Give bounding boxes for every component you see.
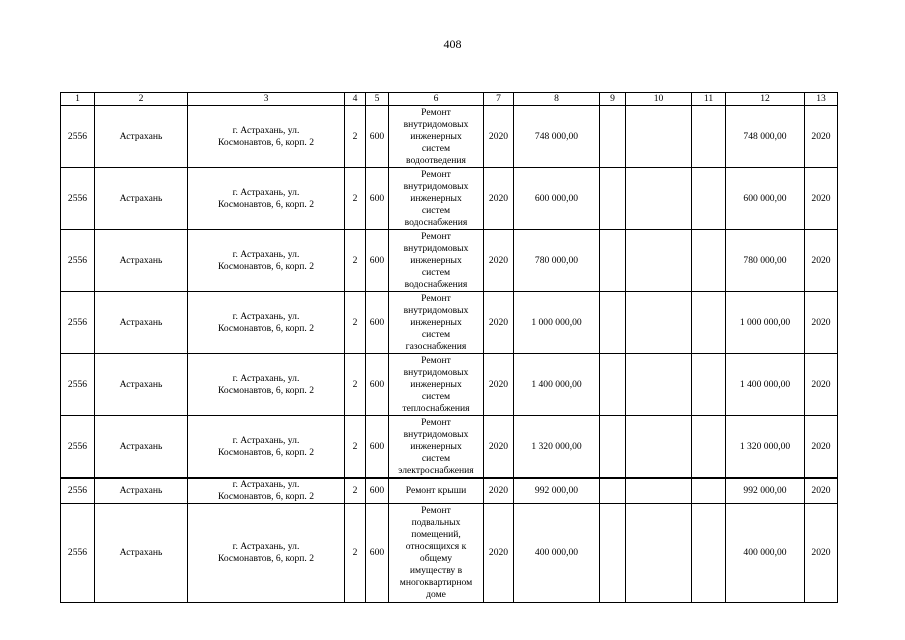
- year-cell: 2020: [484, 354, 514, 416]
- city-cell: Астрахань: [95, 292, 188, 354]
- column-header: 10: [626, 93, 692, 106]
- city-cell: Астрахань: [95, 168, 188, 230]
- column-4-cell: 2: [345, 504, 366, 603]
- column-header: 9: [600, 93, 626, 106]
- address-cell: [188, 354, 345, 416]
- table-row: [61, 106, 838, 168]
- work-type-cell: Ремонт подвальных помещений, относящихся к общему имуществу в многоквартирном доме: [389, 504, 484, 603]
- column-11-cell: [692, 230, 726, 292]
- column-4-cell: 2: [345, 106, 366, 168]
- column-10-cell: [626, 478, 692, 504]
- year-cell: 2020: [484, 230, 514, 292]
- column-10-cell: [626, 504, 692, 603]
- address-line-2: Космонавтов, 6, корп. 2: [217, 553, 315, 564]
- column-10-cell: [626, 416, 692, 479]
- work-type-cell: Ремонт внутридомовых инженерных систем водоотведения: [389, 106, 484, 168]
- column-header: 13: [805, 93, 838, 106]
- column-11-cell: [692, 106, 726, 168]
- address-cell: [188, 168, 345, 230]
- column-10-cell: [626, 168, 692, 230]
- year-cell: 2020: [484, 292, 514, 354]
- column-13-cell: 2020: [805, 504, 838, 603]
- column-5-cell: 600: [366, 354, 389, 416]
- address-cell: [188, 478, 345, 504]
- column-header: 11: [692, 93, 726, 106]
- total-cell: 600 000,00: [726, 168, 805, 230]
- cost-cell: 780 000,00: [514, 230, 600, 292]
- column-11-cell: [692, 504, 726, 603]
- address-line-2: Космонавтов, 6, корп. 2: [217, 260, 315, 272]
- column-11-cell: [692, 416, 726, 479]
- city-cell: Астрахань: [95, 106, 188, 168]
- work-type-cell: Ремонт внутридомовых инженерных систем теплоснабжения: [389, 354, 484, 416]
- city-cell: Астрахань: [95, 354, 188, 416]
- work-type-cell: Ремонт внутридомовых инженерных систем электроснабжения: [389, 416, 484, 479]
- total-cell: 1 320 000,00: [726, 416, 805, 479]
- table-row: [61, 168, 838, 230]
- address-cell: [188, 230, 345, 292]
- column-9-cell: [600, 106, 626, 168]
- address-cell: [188, 504, 345, 603]
- column-11-cell: [692, 354, 726, 416]
- column-header: 2: [95, 93, 188, 106]
- column-11-cell: [692, 292, 726, 354]
- column-13-cell: 2020: [805, 292, 838, 354]
- year-cell: 2020: [484, 106, 514, 168]
- address-line-1: г. Астрахань, ул.: [232, 186, 300, 198]
- column-5-cell: 600: [366, 504, 389, 603]
- cost-cell: 1 000 000,00: [514, 292, 600, 354]
- address-cell: [188, 416, 345, 479]
- column-number-row: [61, 93, 838, 106]
- column-4-cell: 2: [345, 478, 366, 504]
- column-5-cell: 600: [366, 292, 389, 354]
- row-id: 2556: [61, 504, 95, 603]
- city-cell: Астрахань: [95, 230, 188, 292]
- total-cell: 780 000,00: [726, 230, 805, 292]
- column-9-cell: [600, 416, 626, 479]
- city-cell: Астрахань: [95, 478, 188, 504]
- work-type-cell: Ремонт крыши: [389, 478, 484, 504]
- repair-register-table: [60, 92, 838, 603]
- city-cell: Астрахань: [95, 416, 188, 479]
- total-cell: 748 000,00: [726, 106, 805, 168]
- column-11-cell: [692, 478, 726, 504]
- column-4-cell: 2: [345, 292, 366, 354]
- column-header: 8: [514, 93, 600, 106]
- page-number: 408: [443, 37, 462, 51]
- cost-cell: 1 400 000,00: [514, 354, 600, 416]
- year-cell: 2020: [484, 504, 514, 603]
- row-id: 2556: [61, 416, 95, 479]
- cost-cell: 1 320 000,00: [514, 416, 600, 479]
- year-cell: 2020: [484, 416, 514, 479]
- column-header: 1: [61, 93, 95, 106]
- column-4-cell: 2: [345, 168, 366, 230]
- column-13-cell: 2020: [805, 354, 838, 416]
- column-4-cell: 2: [345, 416, 366, 479]
- column-10-cell: [626, 230, 692, 292]
- address-line-1: г. Астрахань, ул.: [232, 124, 300, 136]
- column-header: 4: [345, 93, 366, 106]
- column-13-cell: 2020: [805, 230, 838, 292]
- total-cell: 400 000,00: [726, 504, 805, 603]
- table-row: [61, 292, 838, 354]
- address-line-1: г. Астрахань, ул.: [232, 479, 300, 490]
- work-type-cell: Ремонт внутридомовых инженерных систем газоснабжения: [389, 292, 484, 354]
- total-cell: 1 400 000,00: [726, 354, 805, 416]
- column-5-cell: 600: [366, 168, 389, 230]
- column-9-cell: [600, 504, 626, 603]
- year-cell: 2020: [484, 168, 514, 230]
- table-row: [61, 504, 838, 603]
- column-13-cell: 2020: [805, 478, 838, 504]
- column-header: 6: [389, 93, 484, 106]
- row-id: 2556: [61, 354, 95, 416]
- column-5-cell: 600: [366, 416, 389, 479]
- column-9-cell: [600, 354, 626, 416]
- year-cell: 2020: [484, 478, 514, 504]
- column-10-cell: [626, 292, 692, 354]
- column-13-cell: 2020: [805, 106, 838, 168]
- row-id: 2556: [61, 106, 95, 168]
- work-type-cell: Ремонт внутридомовых инженерных систем водоснабжения: [389, 168, 484, 230]
- address-line-2: Космонавтов, 6, корп. 2: [217, 384, 315, 396]
- address-cell: [188, 292, 345, 354]
- address-line-1: г. Астрахань, ул.: [232, 434, 300, 446]
- address-cell: [188, 106, 345, 168]
- cost-cell: 992 000,00: [514, 478, 600, 504]
- table-row: [61, 354, 838, 416]
- column-11-cell: [692, 168, 726, 230]
- table-row: [61, 230, 838, 292]
- address-line-1: г. Астрахань, ул.: [232, 248, 300, 260]
- address-line-2: Космонавтов, 6, корп. 2: [217, 198, 315, 210]
- cost-cell: 400 000,00: [514, 504, 600, 603]
- total-cell: 1 000 000,00: [726, 292, 805, 354]
- column-5-cell: 600: [366, 478, 389, 504]
- column-header: 3: [188, 93, 345, 106]
- column-header: 5: [366, 93, 389, 106]
- column-10-cell: [626, 106, 692, 168]
- column-header: 12: [726, 93, 805, 106]
- address-line-2: Космонавтов, 6, корп. 2: [217, 446, 315, 458]
- cost-cell: 600 000,00: [514, 168, 600, 230]
- table-row: [61, 416, 838, 479]
- cost-cell: 748 000,00: [514, 106, 600, 168]
- column-9-cell: [600, 478, 626, 504]
- column-9-cell: [600, 292, 626, 354]
- column-10-cell: [626, 354, 692, 416]
- address-line-1: г. Астрахань, ул.: [232, 541, 300, 552]
- column-4-cell: 2: [345, 230, 366, 292]
- row-id: 2556: [61, 230, 95, 292]
- city-cell: Астрахань: [95, 504, 188, 603]
- work-type-cell: Ремонт внутридомовых инженерных систем водоснабжения: [389, 230, 484, 292]
- address-line-2: Космонавтов, 6, корп. 2: [217, 491, 315, 502]
- column-5-cell: 600: [366, 106, 389, 168]
- table-row: [61, 478, 838, 504]
- address-line-2: Космонавтов, 6, корп. 2: [217, 322, 315, 334]
- address-line-1: г. Астрахань, ул.: [232, 372, 300, 384]
- column-13-cell: 2020: [805, 416, 838, 479]
- column-9-cell: [600, 230, 626, 292]
- total-cell: 992 000,00: [726, 478, 805, 504]
- column-5-cell: 600: [366, 230, 389, 292]
- column-header: 7: [484, 93, 514, 106]
- address-line-1: г. Астрахань, ул.: [232, 310, 300, 322]
- row-id: 2556: [61, 168, 95, 230]
- column-4-cell: 2: [345, 354, 366, 416]
- column-9-cell: [600, 168, 626, 230]
- row-id: 2556: [61, 292, 95, 354]
- address-line-2: Космонавтов, 6, корп. 2: [217, 136, 315, 148]
- column-13-cell: 2020: [805, 168, 838, 230]
- row-id: 2556: [61, 478, 95, 504]
